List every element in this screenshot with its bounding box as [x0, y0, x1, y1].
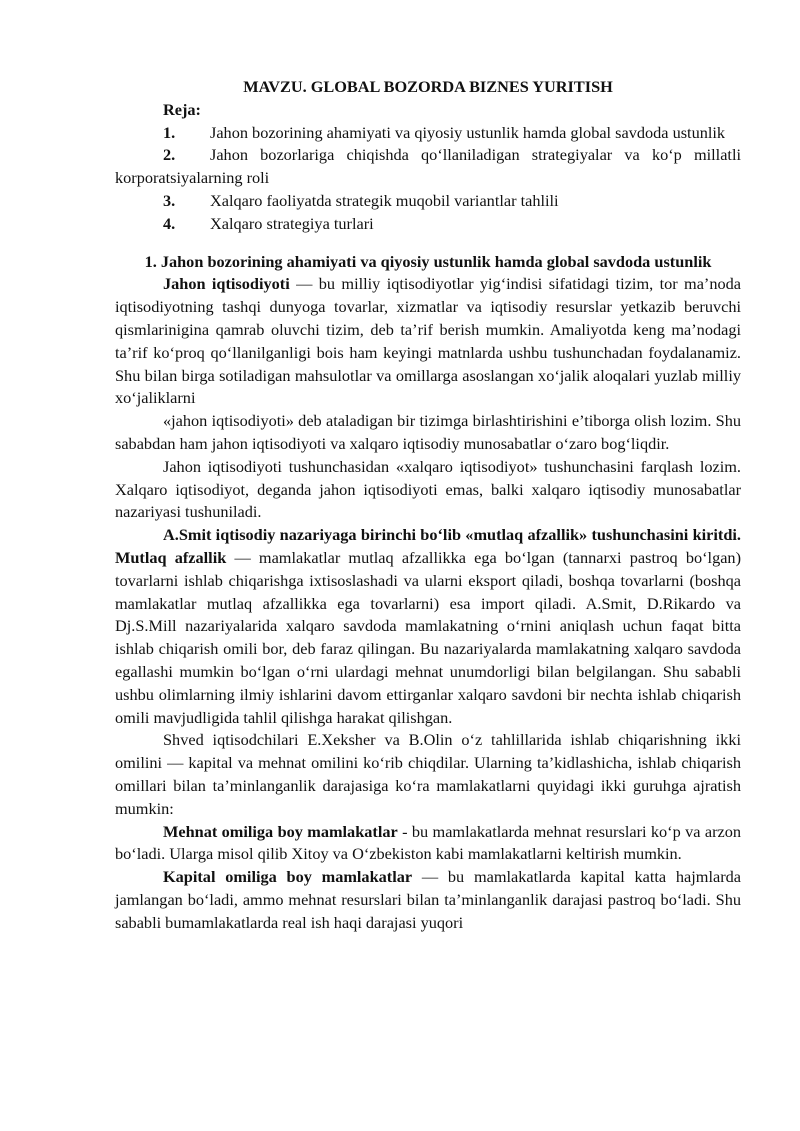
paragraph: [115, 866, 741, 934]
paragraph: «jahon iqtisodiyoti» deb ataladigan bir tizimga birlashtirishini e’tiborga olish lozim. Shu sababdan ham jahon iqtisodiyoti va xalqaro iqtisodiy munosabatlar o‘zaro bog‘liqdir.: [115, 411, 741, 453]
term-smit: A.Smit iqtisodiy nazariyaga birinchi bo‘lib «mutlaq afzallik» tushunchasini kiritdi.: [163, 525, 741, 545]
plan-label: Reja:: [163, 99, 201, 119]
term-jahon-iqtisodiyoti: Jahon iqtisodiyoti: [163, 274, 290, 294]
plan-item-number: 3.: [163, 190, 176, 210]
term-mehnat-omiliga-boy: Mehnat omiliga boy mamlakatlar: [163, 821, 398, 841]
plan-item: [115, 213, 741, 236]
plan-item-text: Jahon bozorlariga chiqishda qo‘llaniladigan strategiyalar va ko‘p millatli korporatsiyalarning roli: [115, 145, 741, 188]
plan-item-number: 1.: [163, 122, 176, 142]
plan-item: [115, 122, 741, 145]
plan-item-text: Jahon bozorining ahamiyati va qiyosiy ustunlik hamda global savdoda ustunlik: [210, 122, 726, 142]
page-title: MAVZU. GLOBAL BOZORDA BIZNES YURITISH: [243, 77, 613, 96]
term-kapital-omiliga-boy: Kapital omiliga boy mamlakatlar: [163, 867, 413, 887]
paragraph: Jahon iqtisodiyoti tushunchasidan «xalqaro iqtisodiyot» tushunchasini farqlash lozim. Xalqaro iqtisodiyot, deganda jahon iqtisodiyoti emas, balki xalqaro iqtisodiy munosabatlar nazariyasi tushuniladi.: [115, 456, 741, 522]
paragraph: [115, 821, 741, 867]
paragraph: [115, 273, 741, 410]
paragraph-text: — bu mamlakatlarda kapital katta hajmlarda jamlangan bo‘ladi, ammo mehnat resurslari bilan ta’minlanganlik darajasi pastroq bo‘ladi. Shu sababli bumamlakatlarda real ish haqi darajasi yuqori: [115, 867, 741, 932]
paragraph: [115, 524, 741, 729]
paragraph-text: — bu milliy iqtisodiyotlar yig‘indisi sifatidagi tizim, tor ma’noda iqtisodiyotning tashqi dunyoga tovarlar, xizmatlar va iqtisodiy resurslar yetkazib beruvchi qismlarinigina qamrab oluvchi tizim, deb ta’rif berish mumkin. Amaliyotda keng ma’nodagi ta’rif ko‘proq qo‘llanilganligi bois ham keyingi matnlarda ushbu tushunchadan foydalanamiz. Shu bilan birga sotiladigan mahsulotlar va omillarga asoslangan xo‘jalik aloqalari yuzlab milliy xo‘jaliklarni: [115, 274, 741, 408]
section-heading: 1. Jahon bozorining ahamiyati va qiyosiy ustunlik hamda global savdoda ustunlik: [144, 251, 712, 271]
spacer: [115, 236, 741, 251]
plan-item-number: 2.: [163, 145, 176, 165]
plan-item-number: 4.: [163, 213, 176, 233]
paragraph-text: — mamlakatlar mutlaq afzallikka ega bo‘lgan (tannarxi pastroq bo‘lgan) tovarlarni ishlab chiqarishga ixtisoslashadi va ularni eksport qiladi, boshqa tovarlarni (boshqa mamlakatlar mutlaq afzallikka ega tovarlarni) esa import qiladi. A.Smit, D.Rikardo va Dj.S.Mill nazariyalarida xalqaro savdoda mamlakatning o‘rnini aniqlash uchun faqat bitta ishlab chiqarish omili bor, deb faraz qilingan. Bu nazariyalarda mamlakatning xalqaro savdoda egallashi mumkin bo‘lgan o‘rni ulardagi mehnat unumdorligi bilan belgilangan. Shu sababli ushbu olimlarning ilmiy ishlarini davom ettirganlar xalqaro savdoni bir nechta ishlab chiqarish omili mavjudligida tahlil qilishga harakat qilishgan.: [115, 547, 741, 727]
plan-item-text: Xalqaro strategiya turlari: [210, 213, 374, 233]
plan-item: [115, 190, 741, 213]
plan-item-text: Xalqaro faoliyatda strategik muqobil variantlar tahlili: [210, 190, 559, 210]
plan-item: [115, 144, 741, 190]
paragraph-text: - bu mamlakatlarda mehnat resurslari ko‘p va arzon bo‘ladi. Ularga misol qilib Xitoy va O‘zbekiston kabi mamlakatlarni keltirish mumkin.: [115, 821, 741, 864]
document-page: [115, 76, 741, 934]
paragraph: Shved iqtisodchilari E.Xeksher va B.Olin o‘z tahlillarida ishlab chiqarishning ikki omilini — kapital va mehnat omilini ko‘rib chiqdilar. Ularning ta’kidlashicha, ishlab chiqarish omillari bilan ta’minlanganlik darajasiga ko‘ra mamlakatlarni quyidagi ikki guruhga ajratish mumkin:: [115, 730, 741, 818]
term-mutlaq-afzallik: Mutlaq afzallik: [115, 547, 227, 567]
